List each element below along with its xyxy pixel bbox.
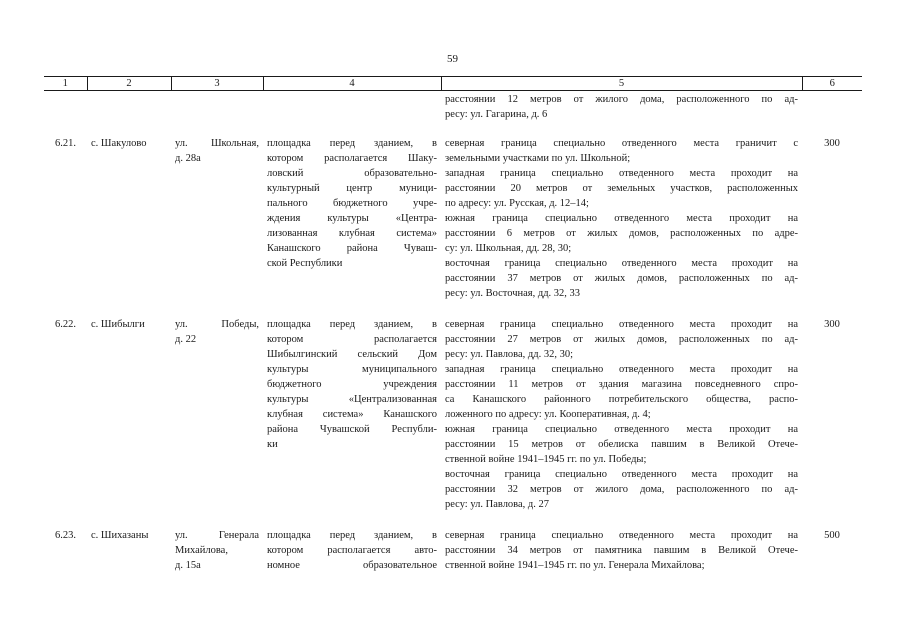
continuation-boundary [441,91,802,123]
continuation-row [44,91,862,123]
boundary-line: расстоянии 32 метров от жилого дома, расположенного по ад- [445,484,798,495]
place-line: Шибылгинский сельский Дом [267,349,437,360]
row-number: 6.21. [55,138,76,149]
boundary-cell [441,122,802,301]
address-line: ул. Генерала [175,530,259,541]
boundary-line: расстоянии 12 метров от жилого дома, расположенного по ад- [445,94,798,105]
header-col-3: 3 [171,77,263,91]
place-line: котором располагается [267,334,437,345]
boundary-line: северная граница специально отведенного места проходит на [445,319,798,330]
place-line: клубная система» Канашского [267,409,437,420]
settlement-cell: с. Шакулово [91,138,147,149]
boundary-line: восточная граница специально отведенного места проходит на [445,469,798,480]
place-cell [263,512,441,573]
header-col-1: 1 [44,77,87,91]
boundary-line: са Канашского районного потребительского общества, распо- [445,394,798,405]
capacity-cell: 300 [824,319,840,330]
place-line: ской Республики [267,258,343,269]
place-line: ловский образовательно- [267,168,437,179]
place-line: бюджетного учреждения [267,379,437,390]
boundary-line: расстоянии 20 метров от земельных участков, расположенных [445,183,798,194]
boundary-line: расстоянии 37 метров от жилых домов, расположенных по ад- [445,273,798,284]
boundary-line: расстоянии 6 метров от жилых домов, расположенных по адре- [445,228,798,239]
place-line: культуры муниципального [267,364,437,375]
place-line: ждения культуры «Центра- [267,213,437,224]
address-line: д. 22 [175,334,197,345]
place-line: культурный центр муници- [267,183,437,194]
page-number: 59 [447,53,458,65]
address-line: д. 15а [175,560,201,571]
boundary-cell [441,301,802,512]
boundary-line: западная граница специально отведенного места проходит на [445,364,798,375]
boundary-line: южная граница специально отведенного места проходит на [445,424,798,435]
boundary-line: ственной войне 1941–1945 гг. по ул. Генерала Михайлова; [445,560,705,571]
place-line: лизованная клубная система» [267,228,437,239]
place-line: площадка перед зданием, в [267,319,437,330]
place-line: номное образовательное [267,560,437,571]
place-line: Канашского района Чуваш- [267,243,437,254]
boundary-line: расстоянии 15 метров от обелиска павшим в Великой Отече- [445,439,798,450]
table-row [44,512,862,573]
boundary-line: ложенного по адресу: ул. Кооперативная, д. 4; [445,409,651,420]
places-table [44,76,862,573]
address-line: ул. Победы, [175,319,259,330]
boundary-line: северная граница специально отведенного места граничит с [445,138,798,149]
boundary-line: су: ул. Школьная, дд. 28, 30; [445,243,572,254]
address-line: Михайлова, [175,545,228,556]
settlement-cell: с. Шихазаны [91,530,149,541]
place-line: ки [267,439,278,450]
place-cell [263,122,441,301]
place-line: площадка перед зданием, в [267,530,437,541]
place-line: района Чувашской Республи- [267,424,437,435]
boundary-line: западная граница специально отведенного места проходит на [445,168,798,179]
place-line: пального бюджетного учре- [267,198,437,209]
boundary-line: расстоянии 11 метров от здания магазина повседневного спро- [445,379,798,390]
row-number: 6.22. [55,319,76,330]
table-row [44,122,862,301]
address-line: ул. Школьная, [175,138,259,149]
boundary-line: южная граница специально отведенного места проходит на [445,213,798,224]
settlement-cell: с. Шибылги [91,319,145,330]
boundary-line: земельными участками по ул. Школьной; [445,153,631,164]
boundary-line: ственной войне 1941–1945 гг. по ул. Победы; [445,454,647,465]
boundary-line: расстоянии 27 метров от жилых домов, расположенных по ад- [445,334,798,345]
boundary-line: северная граница специально отведенного места проходит на [445,530,798,541]
boundary-line: ресу: ул. Восточная, дд. 32, 33 [445,288,581,299]
header-col-5: 5 [441,77,802,91]
place-line: котором располагается авто- [267,545,437,556]
boundary-line: восточная граница специально отведенного места проходит на [445,258,798,269]
boundary-line: ресу: ул. Павлова, дд. 32, 30; [445,349,574,360]
boundary-line: ресу: ул. Павлова, д. 27 [445,499,550,510]
boundary-line: ресу: ул. Гагарина, д. 6 [445,109,548,120]
place-line: площадка перед зданием, в [267,138,437,149]
boundary-line: по адресу: ул. Русская, д. 12–14; [445,198,589,209]
table-row [44,301,862,512]
address-cell [171,512,263,573]
address-line: д. 28а [175,153,201,164]
address-cell [171,301,263,512]
place-line: культуры «Централизованная [267,394,437,405]
place-cell [263,301,441,512]
address-cell [171,122,263,301]
header-col-6: 6 [802,77,862,91]
header-col-2: 2 [87,77,171,91]
capacity-cell: 500 [824,530,840,541]
header-row [44,77,862,91]
row-number: 6.23. [55,530,76,541]
boundary-line: расстоянии 34 метров от памятника павшим в Великой Отече- [445,545,798,556]
boundary-cell [441,512,802,573]
capacity-cell: 300 [824,138,840,149]
place-line: котором располагается Шаку- [267,153,437,164]
header-col-4: 4 [263,77,441,91]
